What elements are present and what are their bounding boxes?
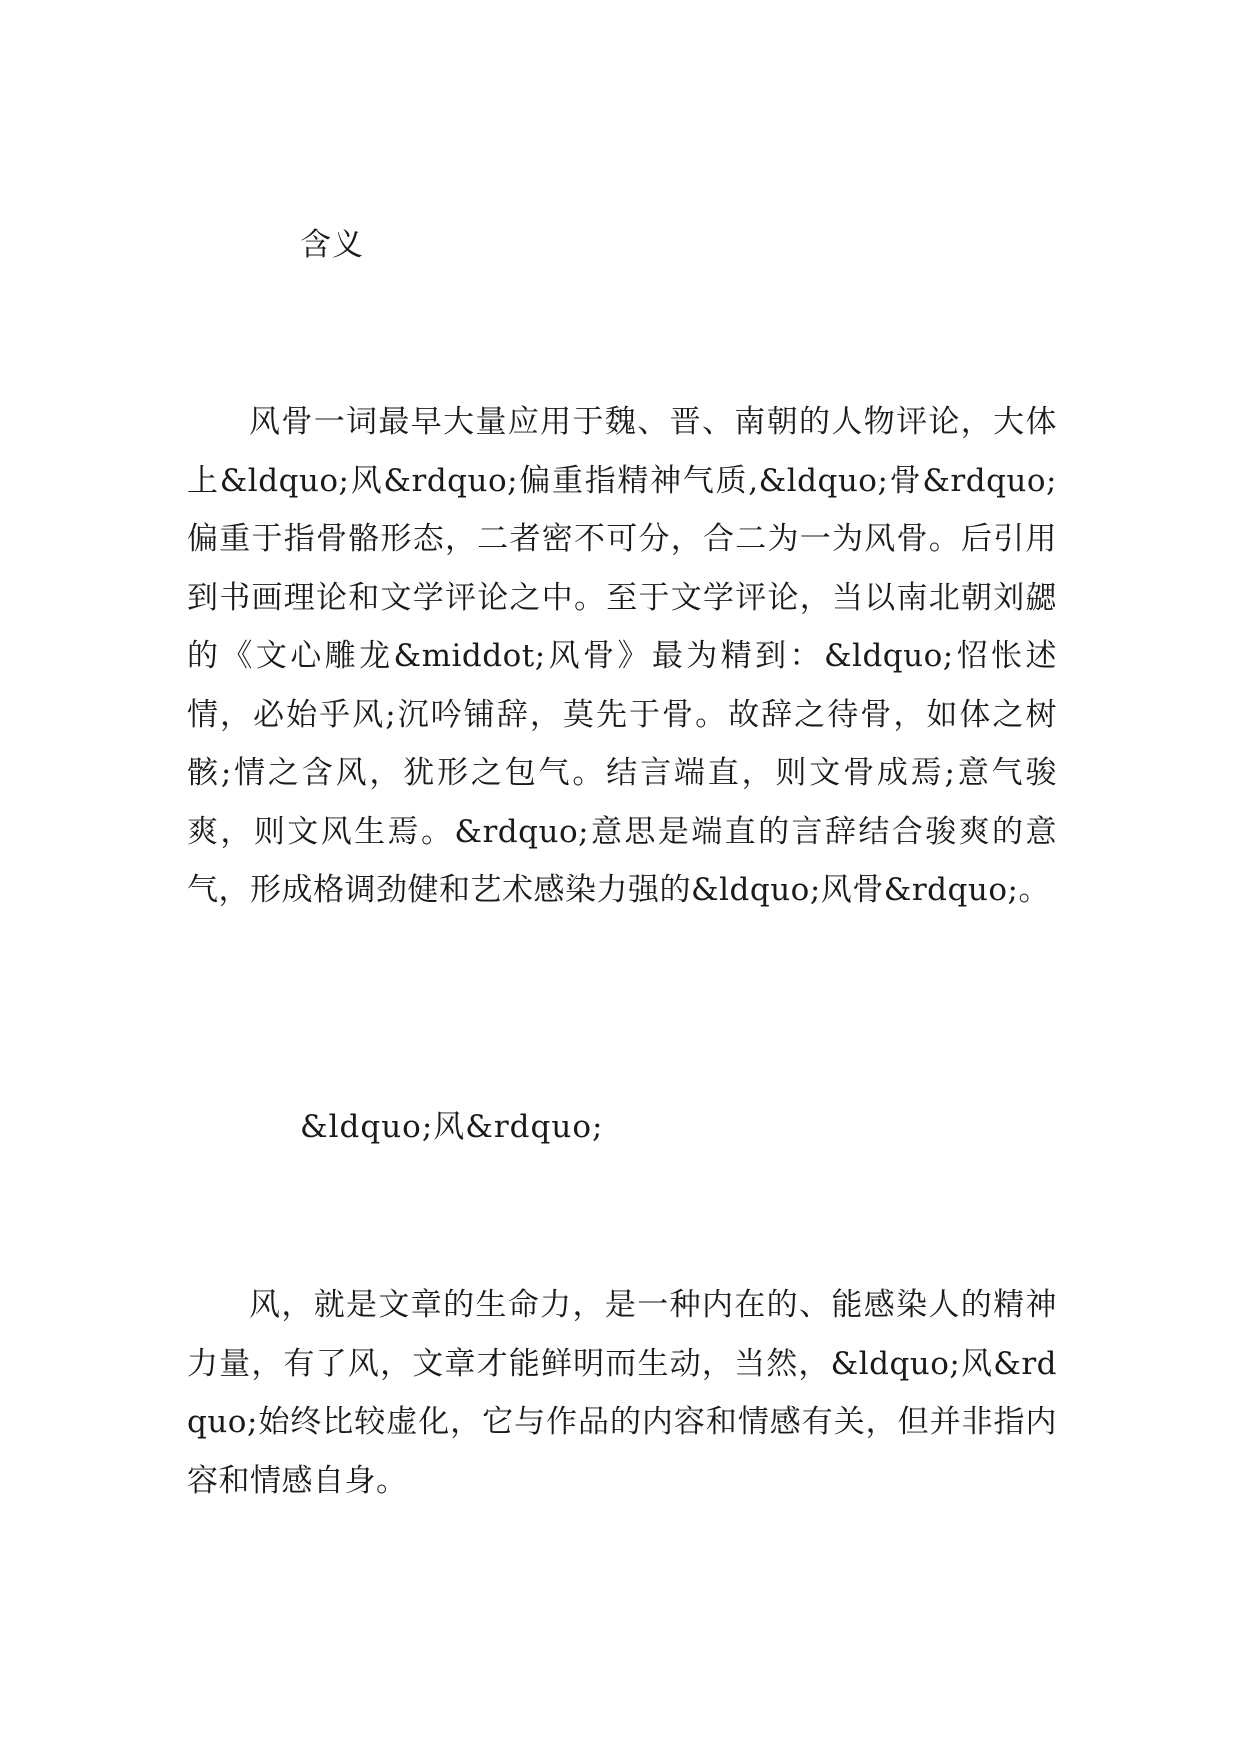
- section-heading-meaning: 含义: [300, 227, 364, 263]
- section-paragraph-feng: 风，就是文章的生命力，是一种内在的、能感染人的精神力量，有了风，文章才能鲜明而生动，当然，&ldquo;风&rdquo;始终比较虚化，它与作品的内容和情感有关，但并非指内容和情感自身。: [187, 1287, 1057, 1499]
- section-paragraph-meaning: 风骨一词最早大量应用于魏、晋、南朝的人物评论，大体上&ldquo;风&rdquo;偏重指精神气质,&ldquo;骨&rdquo;偏重于指骨骼形态，二者密不可分，合二为一为风骨。后引用到书画理论和文学评论之中。至于文学评论，当以南北朝刘勰的《文心雕龙&middot;风骨》最为精到：&ldquo;怊怅述情，必始乎风;沉吟铺辞，莫先于骨。故辞之待骨，如体之树骸;情之含风，犹形之包气。结言端直，则文骨成焉;意气骏爽，则文风生焉。&rdquo;意思是端直的言辞结合骏爽的意气，形成格调劲健和艺术感染力强的&ldquo;风骨&rdquo;。: [187, 404, 1057, 908]
- section-heading-feng: &ldquo;风&rdquo;: [300, 1109, 604, 1145]
